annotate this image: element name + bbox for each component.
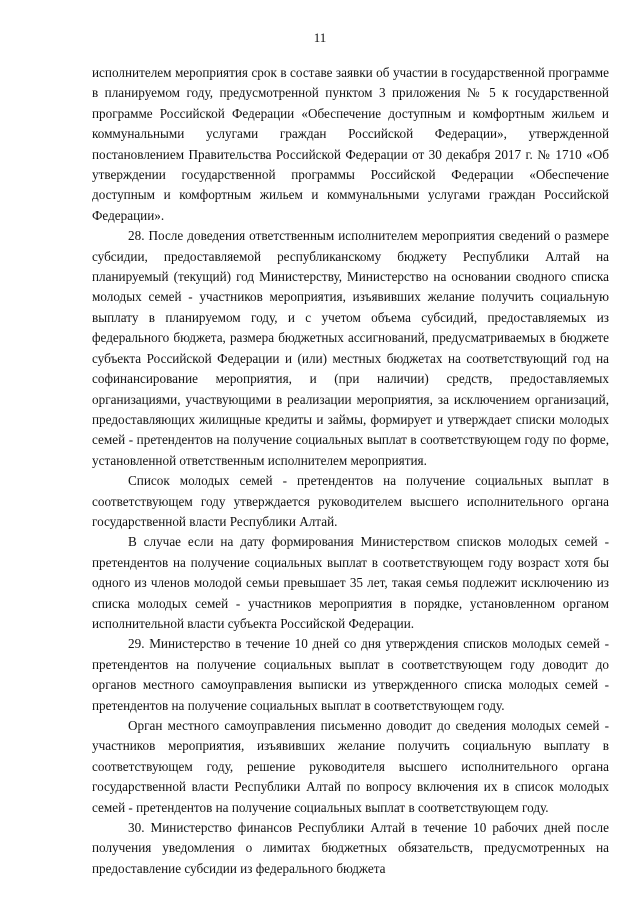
document-body bbox=[92, 63, 609, 879]
paragraph-local-notification: Орган местного самоуправления письменно доводит до сведения молодых семей - участников мероприятия, изъявивших желание получить социальную выплату в соответствующем году, решение руководителя высшего исполнительного органа государственной власти Республики Алтай по вопросу включения их в список молодых семей - претендентов на получение социальных выплат в соответствующем году. bbox=[92, 718, 609, 815]
paragraph-continuation: исполнителем мероприятия срок в составе заявки об участии в государственной программе в планируемом году, предусмотренной пунктом 3 приложения № 5 к государственной программе Российской Федерации «Обеспечение доступным и комфортным жильем и коммунальными услугами граждан Российской Федерации», утвержденной постановлением Правительства Российской Федерации от 30 декабря 2017 г. № 1710 «Об утверждении государственной программы Российской Федерации «Обеспечение доступным и комфортным жильем и коммунальными услугами граждан Российской Федерации». bbox=[92, 65, 609, 223]
paragraph-list-approval: Список молодых семей - претендентов на получение социальных выплат в соответствующем году утверждается руководителем высшего исполнительного органа государственной власти Республики Алтай. bbox=[92, 473, 609, 529]
paragraph-item-29: 29. Министерство в течение 10 дней со дня утверждения списков молодых семей - претендентов на получение социальных выплат в соответствующем году доводит до органов местного самоуправления выписки из утвержденного списка молодых семей - претендентов на получение социальных выплат в соответствующем году. bbox=[92, 636, 609, 713]
paragraph-age-exclusion: В случае если на дату формирования Министерством списков молодых семей - претендентов на получение социальных выплат в соответствующем году возраст хотя бы одного из членов молодой семьи превышает 35 лет, такая семья подлежит исключению из списка молодых семей - участников мероприятия в порядке, установленном органом исполнительной власти субъекта Российской Федерации. bbox=[92, 534, 609, 631]
paragraph-item-30: 30. Министерство финансов Республики Алтай в течение 10 рабочих дней после получения уведомления о лимитах бюджетных обязательств, предусмотренных на предоставление субсидии из федерального бюджета bbox=[92, 820, 609, 876]
paragraph-item-28: 28. После доведения ответственным исполнителем мероприятия сведений о размере субсидии, предоставляемой республиканскому бюджету Республики Алтай на планируемый (текущий) год Министерству, Министерство на основании сводного списка молодых семей - участников мероприятия, изъявивших желание получить социальную выплату в планируемом году, и с учетом объема субсидий, предоставляемых из федерального бюджета, размера бюджетных ассигнований, предусматриваемых в бюджете субъекта Российской Федерации и (или) местных бюджетах на соответствующий год на софинансирование мероприятия, и (при наличии) средств, предоставляемых организациями, участвующими в реализации мероприятия, за исключением организаций, предоставляющих жилищные кредиты и займы, формирует и утверждает списки молодых семей - претендентов на получение социальных выплат в соответствующем году по форме, установленной ответственным исполнителем мероприятия. bbox=[92, 228, 609, 468]
page-number: 11 bbox=[313, 30, 327, 45]
